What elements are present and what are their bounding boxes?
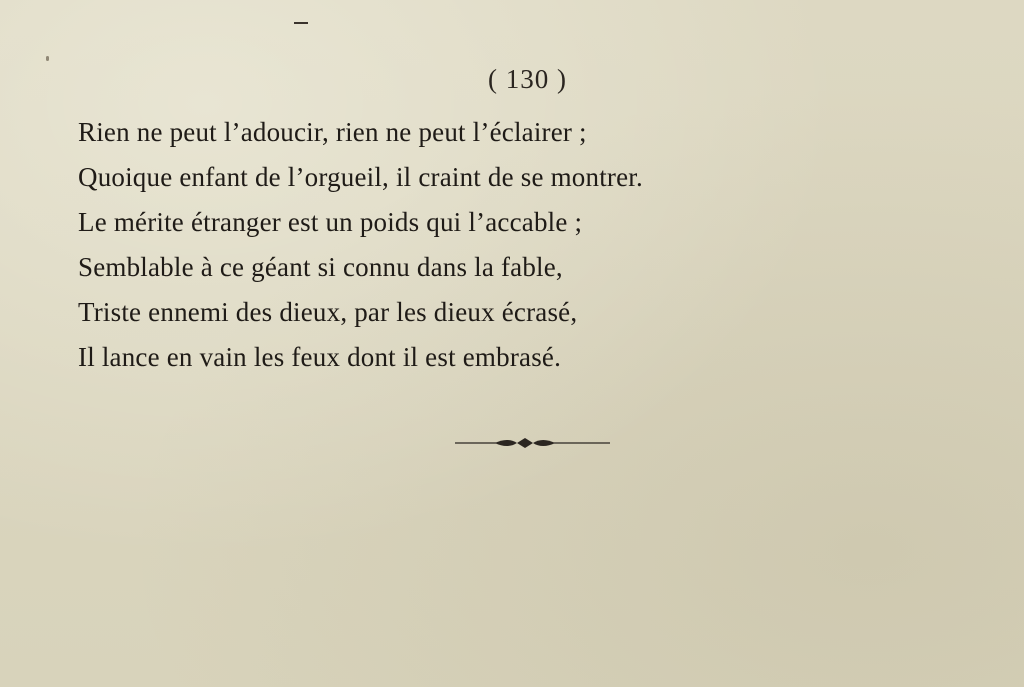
tail-piece-ornament-icon (455, 436, 610, 450)
verse-line: Quoique enfant de l’orgueil, il craint de se montrer. (78, 162, 643, 192)
page-number: ( 130 ) (488, 64, 567, 94)
verse-line: Semblable à ce géant si connu dans la fable, (78, 252, 563, 282)
verse-line: Triste ennemi des dieux, par les dieux écrasé, (78, 297, 578, 327)
paper-speck (46, 56, 49, 61)
top-mark (294, 22, 308, 24)
verse-line: Il lance en vain les feux dont il est embrasé. (78, 342, 562, 372)
verse-line: Le mérite étranger est un poids qui l’accable ; (78, 207, 583, 237)
show-through-line (330, 385, 980, 425)
show-through-line (330, 465, 980, 505)
verse-line: Rien ne peut l’adoucir, rien ne peut l’éclairer ; (78, 117, 587, 147)
poem-verse (78, 110, 643, 380)
show-through-line (330, 425, 980, 465)
show-through-text (330, 385, 980, 535)
